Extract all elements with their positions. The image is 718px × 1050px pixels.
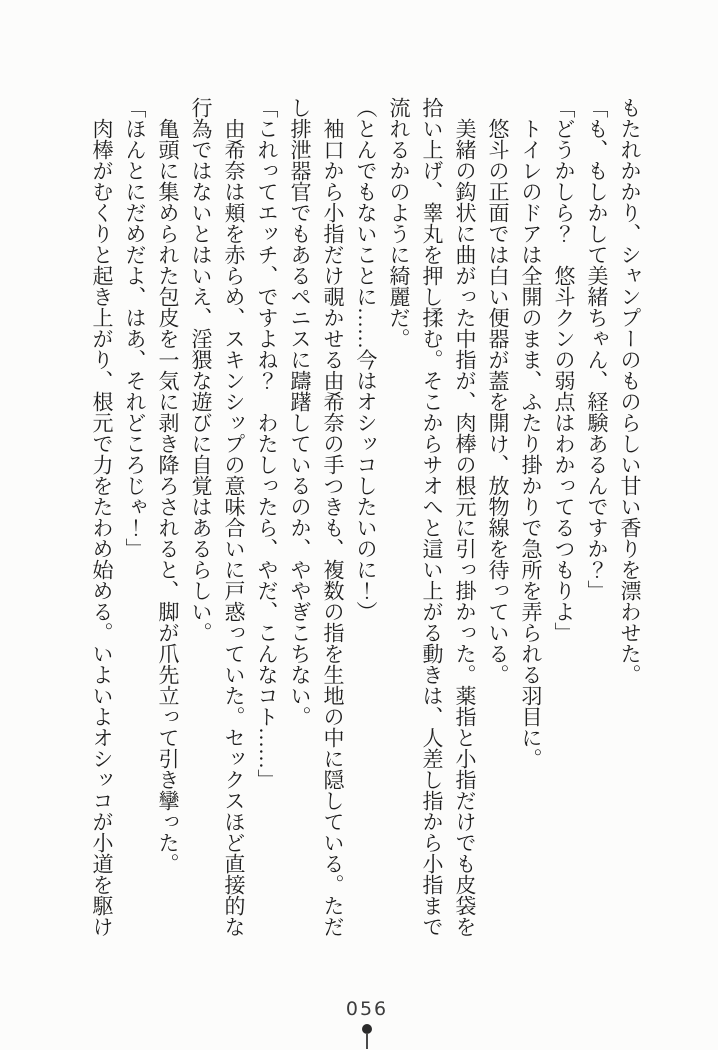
paragraph: 「ほんとにだめだよ、はあ、それどころじゃ！」 [123, 97, 147, 559]
page-text [85, 97, 646, 937]
paragraph: 「も、もしかして美緒ちゃん、経験あるんですか？」 [585, 97, 609, 601]
center-fold-marker-icon [361, 1024, 373, 1050]
paragraph: 袖口から小指だけ覗かせる由希奈の手つきも、複数の指を生地の中に隠している。ただし排泄器官でもあるペニスに躊躇しているのか、ややぎこちない。 [288, 97, 345, 937]
paragraph: 亀頭に集められた包皮を一気に剥き降ろされると、脚が爪先立って引き攣った。 [156, 118, 180, 874]
paragraph: （とんでもないことに……今はオシッコしたいのに！） [354, 97, 378, 622]
paragraph: 「これってエッチ、ですよね？ わたしったら、やだ、こんなコト……」 [255, 97, 279, 790]
paragraph: 「どうかしら？ 悠斗クンの弱点はわかってるつもりよ」 [552, 97, 576, 643]
paragraph: 悠斗の正面では白い便器が蓋を開け、放物線を待っている。 [486, 118, 510, 685]
paragraph: 肉棒がむくりと起き上がり、根元で力をたわめ始める。いよいよオシッコが小道を駆け [90, 118, 114, 937]
paragraph: 由希奈は頬を赤らめ、スキンシップの意味合いに戸惑っていた。セックスほど直接的な行為ではないとはいえ、淫猥な遊びに自覚はあるらしい。 [189, 97, 246, 937]
paragraph: トイレのドアは全開のまま、ふたり掛かりで急所を弄られる羽目に。 [519, 118, 543, 769]
page-number: 056 [345, 998, 389, 1020]
paragraph: 美緒の鈎状に曲がった中指が、肉棒の根元に引っ掛かった。薬指と小指だけでも皮袋を拾い上げ、睾丸を押し揉む。そこからサオへと這い上がる動きは、人差し指から小指まで流れるかのように綺麗だ。 [387, 97, 477, 937]
fold-line [366, 1033, 368, 1049]
paragraph: もたれかかり、シャンプーのものらしい甘い香りを漂わせた。 [618, 97, 642, 685]
